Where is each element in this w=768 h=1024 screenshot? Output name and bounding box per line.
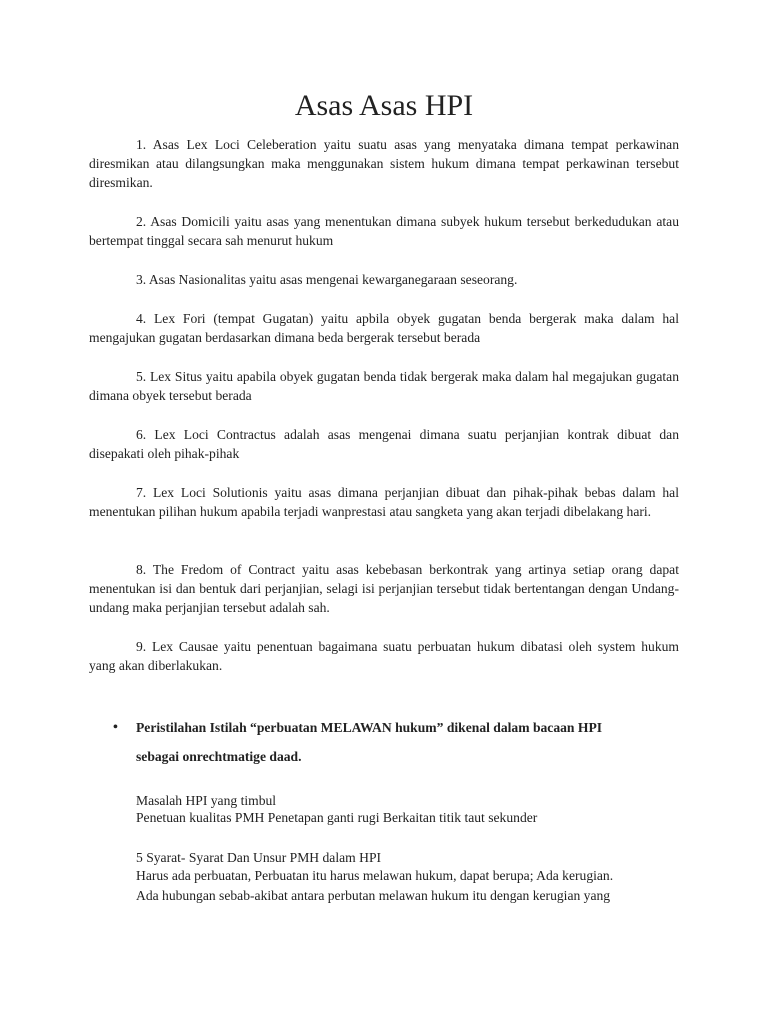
page-title: Asas Asas HPI: [294, 89, 474, 122]
paragraph-lex-loci-solutionis: 7. Lex Loci Solutionis yaitu asas dimana perjanjian dibuat dan pihak-pihak bebas dalam hal menentukan pilihan hukum apabila terjadi wanprestasi atau sangketa yang akan terjadi dibelakang hari.: [89, 485, 679, 520]
bullet-marker: •: [113, 720, 118, 735]
section-1-heading: Masalah HPI yang timbul: [136, 793, 277, 808]
bullet-line-2: sebagai onrechtmatige daad.: [136, 749, 302, 764]
paragraph-lex-situs: 5. Lex Situs yaitu apabila obyek gugatan benda tidak bergerak maka dalam hal megajukan gugatan dimana obyek tersebut berada: [89, 369, 679, 404]
bullet-line-1: Peristilahan Istilah “perbuatan MELAWAN hukum” dikenal dalam bacaan HPI: [136, 720, 603, 735]
paragraph-freedom-of-contract: 8. The Fredom of Contract yaitu asas kebebasan berkontrak yang artinya setiap orang dapat menentukan isi dan bentuk dari perjanjian, selagi isi perjanjian tersebut tidak bertentangan dengan Undang-undang maka perjanjian tersebut adalah sah.: [89, 562, 679, 616]
paragraph-domicili: 2. Asas Domicili yaitu asas yang menentukan dimana subyek hukum tersebut berkedudukan atau bertempat tinggal secara sah menurut hukum: [89, 214, 679, 249]
section-2-line-1: Harus ada perbuatan, Perbuatan itu harus melawan hukum, dapat berupa; Ada kerugian.: [136, 868, 614, 883]
paragraph-lex-loci-celeberation: 1. Asas Lex Loci Celeberation yaitu suatu asas yang menyataka dimana tempat perkawinan diresmikan atau dilangsungkan maka menggunakan sistem hukum dimana tempat perkawinan tersebut diresmikan.: [89, 137, 679, 191]
section-2-line-2: Ada hubungan sebab-akibat antara perbutan melawan hukum itu dengan kerugian yang: [136, 888, 611, 903]
paragraph-lex-causae: 9. Lex Causae yaitu penentuan bagaimana suatu perbuatan hukum dibatasi oleh system hukum yang akan diberlakukan.: [89, 639, 679, 674]
paragraph-nasionalitas: 3. Asas Nasionalitas yaitu asas mengenai kewarganegaraan seseorang.: [136, 272, 518, 287]
section-1-line: Penetuan kualitas PMH Penetapan ganti rugi Berkaitan titik taut sekunder: [136, 810, 538, 825]
paragraph-lex-loci-contractus: 6. Lex Loci Contractus adalah asas mengenai dimana suatu perjanjian kontrak dibuat dan disepakati oleh pihak-pihak: [89, 427, 679, 462]
paragraph-lex-fori: 4. Lex Fori (tempat Gugatan) yaitu apbila obyek gugatan benda bergerak maka dalam hal mengajukan gugatan berdasarkan dimana beda bergerak tersebut berada: [89, 311, 679, 346]
section-2-heading: 5 Syarat- Syarat Dan Unsur PMH dalam HPI: [136, 850, 382, 865]
